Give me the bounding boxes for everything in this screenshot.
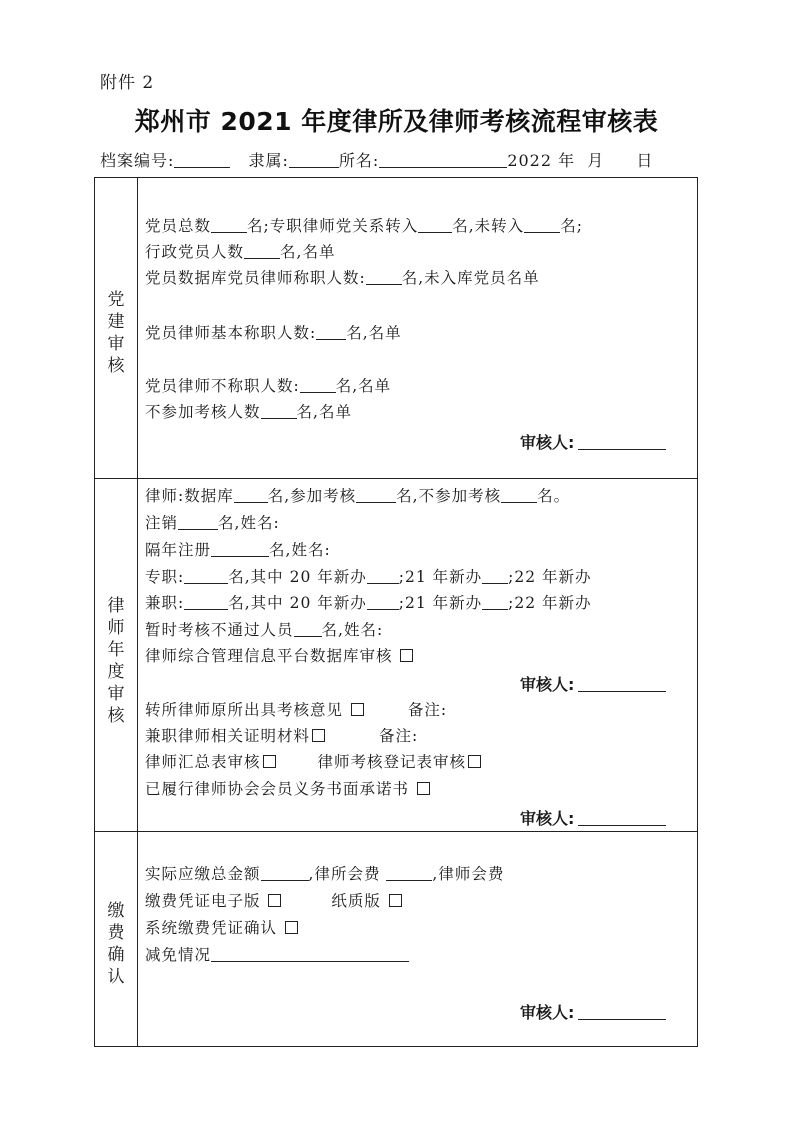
summary-review-checkbox[interactable]	[263, 755, 276, 768]
lawyer-reviewer-1: 审核人:	[520, 672, 666, 695]
blank-field[interactable]	[300, 377, 336, 393]
party-line-4: 党员律师基本称职人数: 名,名单	[145, 324, 402, 342]
form-title: 郑州市 2021 年度律所及律师考核流程审核表	[134, 107, 659, 136]
column-divider	[137, 178, 138, 1046]
party-line-3: 党员数据库党员律师称职人数: 名,未入库党员名单	[145, 269, 540, 287]
fee-confirm-label: 缴 费 确 认	[107, 901, 125, 987]
blank-field[interactable]	[184, 568, 228, 584]
lawyer-line-9: 兼职律师相关证明材料 备注:	[145, 727, 419, 745]
blank-field[interactable]	[386, 865, 432, 881]
party-line-2: 行政党员人数 名,名单	[145, 243, 336, 261]
lawyer-line-6: 暂时考核不通过人员 名,姓名:	[145, 621, 384, 639]
blank-field[interactable]	[356, 487, 396, 503]
transfer-opinion-checkbox[interactable]	[351, 703, 364, 716]
reviewer-signature-field[interactable]	[578, 433, 666, 450]
date-month: 月	[587, 151, 605, 170]
lawyer-line-7: 律师综合管理信息平台数据库审核	[145, 646, 413, 666]
file-number-label: 档案编号:	[100, 151, 175, 170]
fee-line-1: 实际应缴总金额 ,律所会费 ,律师会费	[145, 865, 505, 883]
blank-field[interactable]	[178, 514, 218, 530]
lawyer-line-11: 已履行律师协会会员义务书面承诺书	[145, 779, 430, 799]
party-review-label: 党 建 审 核	[107, 290, 125, 376]
lawyer-reviewer-2: 审核人:	[520, 806, 666, 829]
party-line-1: 党员总数 名;专职律师党关系转入 名,未转入 名;	[145, 217, 583, 235]
platform-db-checkbox[interactable]	[400, 649, 413, 662]
lawyer-line-4: 专职: 名,其中 20 年新办 ;21 年新办 ;22 年新办	[145, 568, 592, 586]
blank-field[interactable]	[244, 243, 280, 259]
firm-name-label: 所名:	[338, 151, 380, 170]
affiliation-label: 隶属:	[248, 151, 289, 170]
registration-review-checkbox[interactable]	[468, 755, 481, 768]
blank-field[interactable]	[211, 217, 247, 233]
waiver-field[interactable]	[211, 946, 409, 962]
attachment-label: 附件 2	[100, 73, 155, 93]
parttime-proof-checkbox[interactable]	[312, 729, 325, 742]
blank-field[interactable]	[294, 621, 322, 637]
system-receipt-checkbox[interactable]	[285, 921, 298, 934]
blank-field[interactable]	[482, 568, 508, 584]
fee-reviewer: 审核人:	[520, 1000, 666, 1023]
blank-field[interactable]	[261, 403, 297, 419]
party-reviewer: 审核人:	[520, 430, 666, 453]
lawyer-review-label: 律 师 年 度 审 核	[107, 596, 125, 726]
blank-field[interactable]	[482, 594, 508, 610]
blank-field[interactable]	[524, 217, 560, 233]
firm-name-field[interactable]	[379, 151, 507, 168]
reviewer-signature-field[interactable]	[578, 809, 666, 826]
party-line-6: 不参加考核人数 名,名单	[145, 403, 352, 421]
row-divider	[95, 478, 697, 479]
lawyer-line-3: 隔年注册 名,姓名:	[145, 541, 331, 559]
party-line-5: 党员律师不称职人数: 名,名单	[145, 377, 392, 395]
fee-line-2: 缴费凭证电子版 纸质版	[145, 891, 402, 911]
file-number-field[interactable]	[174, 151, 230, 168]
lawyer-line-2: 注销 名,姓名:	[145, 514, 280, 532]
blank-field[interactable]	[366, 269, 402, 285]
commitment-letter-checkbox[interactable]	[417, 782, 430, 795]
row-divider	[95, 831, 697, 832]
blank-field[interactable]	[316, 324, 346, 340]
reviewer-signature-field[interactable]	[578, 675, 666, 692]
lawyer-line-10: 律师汇总表审核 律师考核登记表审核	[145, 752, 481, 772]
fee-line-3: 系统缴费凭证确认	[145, 918, 298, 938]
review-table	[94, 177, 698, 1047]
date-day: 日	[636, 151, 654, 170]
blank-field[interactable]	[501, 487, 537, 503]
reviewer-signature-field[interactable]	[578, 1003, 666, 1020]
date-year: 2022 年	[507, 151, 576, 170]
electronic-receipt-checkbox[interactable]	[268, 894, 281, 907]
blank-field[interactable]	[211, 541, 269, 557]
affiliation-field[interactable]	[289, 151, 339, 168]
blank-field[interactable]	[367, 568, 399, 584]
form-header-fields	[100, 148, 692, 171]
lawyer-line-8: 转所律师原所出具考核意见 备注:	[145, 701, 448, 719]
lawyer-line-5: 兼职: 名,其中 20 年新办 ;21 年新办 ;22 年新办	[145, 594, 592, 612]
fee-line-4: 减免情况	[145, 945, 409, 965]
paper-receipt-checkbox[interactable]	[389, 894, 402, 907]
blank-field[interactable]	[367, 594, 399, 610]
blank-field[interactable]	[418, 217, 452, 233]
blank-field[interactable]	[234, 487, 268, 503]
blank-field[interactable]	[261, 865, 309, 881]
blank-field[interactable]	[184, 594, 228, 610]
lawyer-line-1: 律师:数据库 名,参加考核 名,不参加考核 名。	[145, 487, 571, 505]
